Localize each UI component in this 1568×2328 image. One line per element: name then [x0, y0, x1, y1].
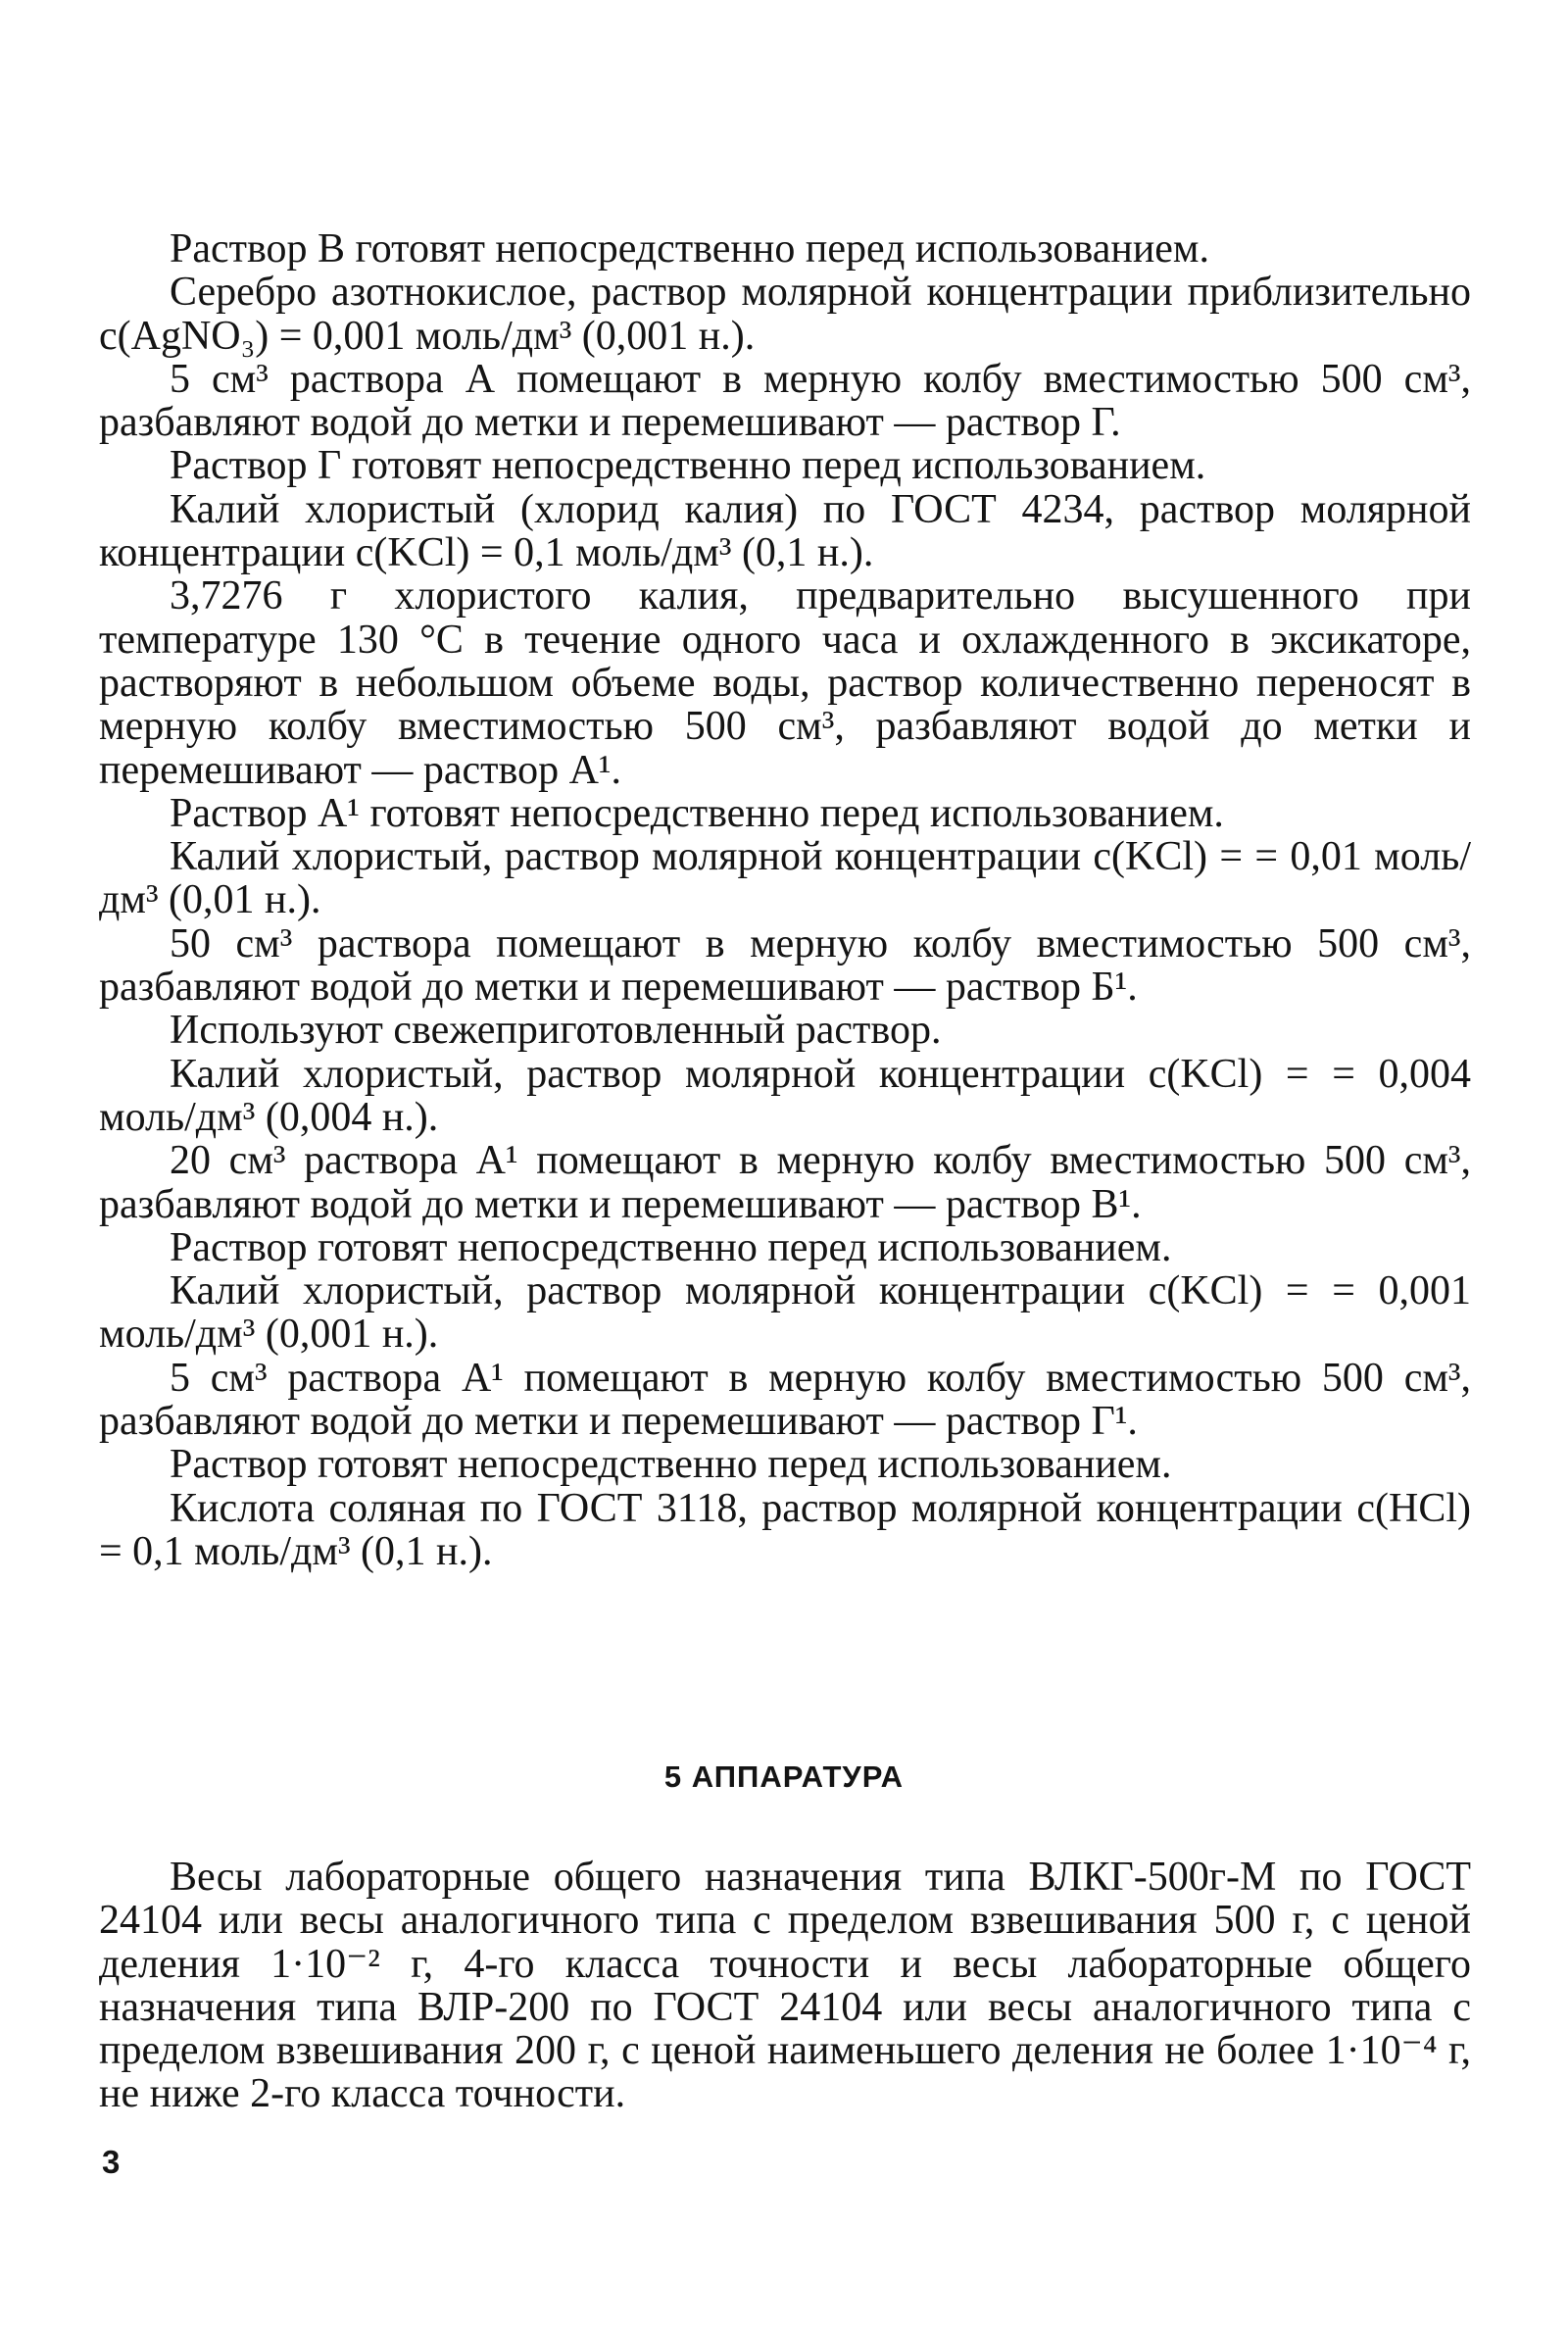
- paragraph: 5 см³ раствора А¹ помещают в мерную колбу вместимостью 500 см³, разбавляют водой до метки и перемешивают — раствор Г¹.: [99, 1355, 1471, 1445]
- paragraph: Раствор Г готовят непосредственно перед использованием.: [170, 443, 1206, 489]
- paragraph: 20 см³ раствора А¹ помещают в мерную колбу вместимостью 500 см³, разбавляют водой до метки и перемешивают — раствор В¹.: [99, 1138, 1471, 1227]
- paragraph: 3,7276 г хлористого калия, предварительно высушенного при температуре 130 °С в течение одного часа и охлажденного в эксикаторе, растворяют в небольшом объеме воды, раствор количественно переносят в мерную колбу вместимостью 500 см³, разбавляют водой до метки и перемешивают — раствор А¹.: [99, 573, 1471, 793]
- paragraph: Раствор В готовят непосредственно перед использованием.: [170, 226, 1210, 272]
- paragraph: Раствор готовят непосредственно перед использованием.: [170, 1224, 1172, 1270]
- page-number: 3: [102, 2144, 121, 2180]
- paragraph: Калий хлористый, раствор молярной концентрации c(KCl) = = 0,001 моль/дм³ (0,001 н.).: [99, 1268, 1471, 1358]
- paragraph: Калий хлористый (хлорид калия) по ГОСТ 4234, раствор молярной концентрации c(KCl) = 0,1 моль/дм³ (0,1 н.).: [99, 486, 1471, 576]
- paragraph: Весы лабораторные общего назначения типа ВЛКГ-500г-М по ГОСТ 24104 или весы аналогичного типа с пределом взвешивания 500 г, с ценой деления 1·10⁻² г, 4-го класса точности и весы лабораторные общего назначения типа ВЛР-200 по ГОСТ 24104 или весы аналогичного типа с пределом взвешивания 200 г, с ценой наименьшего деления не более 1·10⁻⁴ г, не ниже 2-го класса точности.: [99, 1855, 1471, 2117]
- paragraph: Раствор готовят непосредственно перед использованием.: [170, 1442, 1172, 1488]
- paragraph: Используют свежеприготовленный раствор.: [170, 1008, 942, 1054]
- body-text: [99, 227, 1471, 1573]
- paragraph: Серебро азотнокислое, раствор молярной концентрации приблизительно c(AgNO₃) = 0,001 моль/дм³ (0,001 н.).: [99, 270, 1471, 359]
- paragraph: Раствор А¹ готовят непосредственно перед использованием.: [170, 790, 1224, 836]
- paragraph: 5 см³ раствора А помещают в мерную колбу вместимостью 500 см³, разбавляют водой до метки и перемешивают — раствор Г.: [99, 356, 1471, 446]
- paragraph: Калий хлористый, раствор молярной концентрации c(KCl) = = 0,004 моль/дм³ (0,004 н.).: [99, 1051, 1471, 1140]
- section-heading: 5 АППАРАТУРА: [663, 1759, 905, 1794]
- paragraph: 50 см³ раствора помещают в мерную колбу вместимостью 500 см³, разбавляют водой до метки и перемешивают — раствор Б¹.: [99, 920, 1471, 1011]
- section-text: [99, 1856, 1471, 2116]
- paragraph: Кислота соляная по ГОСТ 3118, раствор молярной концентрации c(HCl) = 0,1 моль/дм³ (0,1 н.).: [99, 1485, 1471, 1574]
- paragraph: Калий хлористый, раствор молярной концентрации c(KCl) = = 0,01 моль/дм³ (0,01 н.).: [99, 834, 1471, 923]
